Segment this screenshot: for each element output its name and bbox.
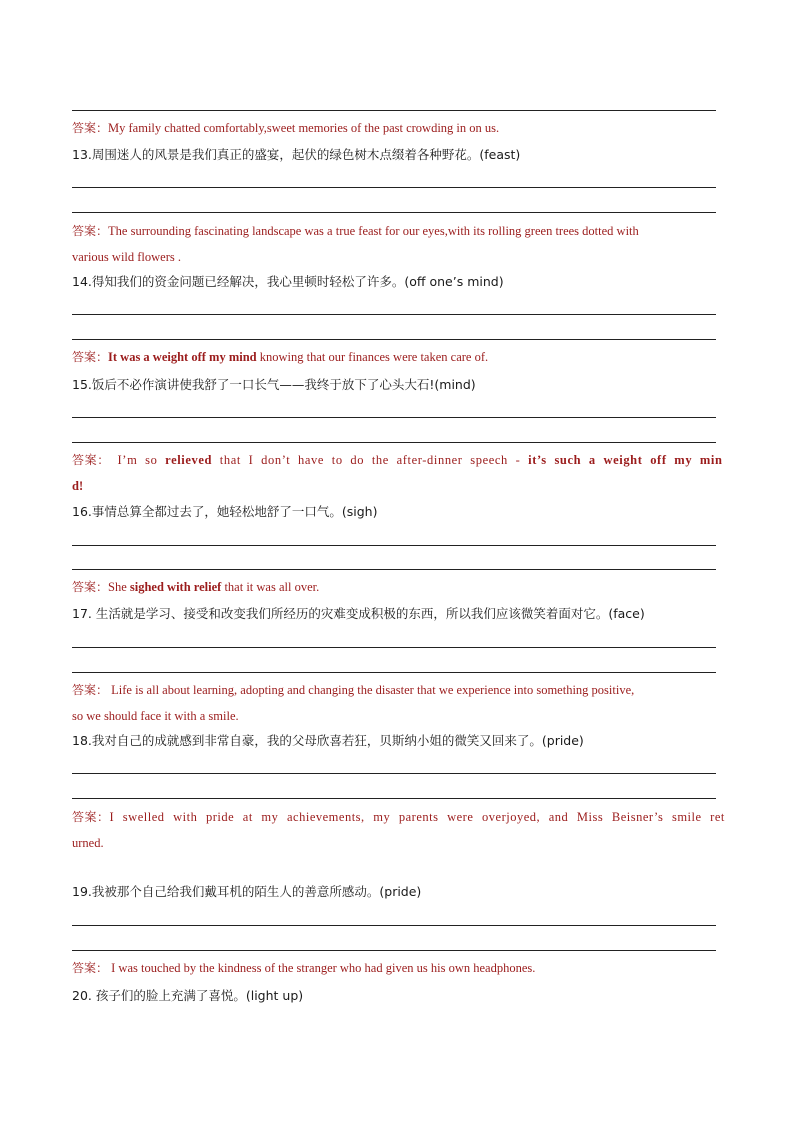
answer-writing-line <box>72 212 716 213</box>
answer-text: various wild flowers . <box>72 250 182 264</box>
question-13 <box>72 146 722 164</box>
answer-label: 答案： <box>72 580 109 594</box>
question-text: 19.我被那个自己给我们戴耳机的陌生人的善意所感动。(pride) <box>72 884 422 899</box>
answer-line <box>72 451 722 469</box>
question-14 <box>72 273 722 291</box>
answer-line <box>72 119 722 137</box>
answer-writing-line <box>72 773 716 774</box>
question-text: 14.得知我们的资金问题已经解决，我心里顿时轻松了许多。(off one’s mind) <box>72 274 504 289</box>
question-text: 20. 孩子们的脸上充满了喜悦。(light up) <box>72 988 304 1003</box>
answer-label: 答案： <box>72 121 109 135</box>
worksheet-page <box>72 0 725 1123</box>
question-16 <box>72 503 722 521</box>
answer-highlight: d! <box>72 479 84 493</box>
answer-line <box>72 222 722 240</box>
answer-label: 答案： <box>72 810 110 824</box>
answer-highlight: relieved <box>165 453 213 467</box>
answer-text: I swelled with pride at my achievements, my parents were overjoyed, and Miss Beisner’s smile ret <box>109 810 725 824</box>
answer-text: The surrounding fascinating landscape was a true feast for our eyes,with its rolling green trees dotted with <box>108 224 639 238</box>
answer-writing-line <box>72 672 716 673</box>
answer-writing-line <box>72 314 716 315</box>
answer-text: She <box>108 580 130 594</box>
answer-line-continued <box>72 707 722 725</box>
answer-label: 答案： <box>72 961 109 975</box>
answer-text: that I don’t have to do the after-dinner speech - <box>212 453 529 467</box>
answer-writing-line <box>72 950 716 951</box>
answer-writing-line <box>72 798 716 799</box>
question-17 <box>72 605 722 623</box>
answer-text: I’m so <box>109 453 166 467</box>
question-text: 15.饭后不必作演讲使我舒了一口长气——我终于放下了心头大石!(mind) <box>72 377 476 392</box>
answer-line-continued <box>72 248 722 266</box>
question-15 <box>72 376 722 394</box>
answer-line-continued <box>72 834 722 852</box>
answer-text: I was touched by the kindness of the stranger who had given us his own headphones. <box>108 961 536 975</box>
answer-writing-line <box>72 925 716 926</box>
answer-text: Life is all about learning, adopting and changing the disaster that we experience into something positive, <box>108 683 635 697</box>
answer-text: that it was all over. <box>221 580 320 594</box>
answer-writing-line <box>72 110 716 111</box>
answer-line <box>72 578 722 596</box>
answer-highlight: sighed with relief <box>129 580 222 594</box>
answer-line-continued <box>72 477 722 495</box>
question-18 <box>72 732 722 750</box>
answer-line <box>72 681 722 699</box>
answer-writing-line <box>72 187 716 188</box>
answer-writing-line <box>72 339 716 340</box>
question-text: 16.事情总算全都过去了，她轻松地舒了一口气。(sigh) <box>72 504 378 519</box>
answer-text: urned. <box>72 836 104 850</box>
answer-line <box>72 808 725 826</box>
question-text: 13.周围迷人的风景是我们真正的盛宴，起伏的绿色树木点缀着各种野花。(feast) <box>72 147 521 162</box>
question-text: 17. 生活就是学习、接受和改变我们所经历的灾难变成积极的东西，所以我们应该微笑着面对它。(face) <box>72 606 645 621</box>
question-19 <box>72 883 722 901</box>
answer-writing-line <box>72 569 716 570</box>
question-20 <box>72 987 722 1005</box>
answer-writing-line <box>72 545 716 546</box>
answer-highlight: it’s such a weight off my min <box>528 453 723 467</box>
question-text: 18.我对自己的成就感到非常自豪，我的父母欣喜若狂，贝斯纳小姐的微笑又回来了。(pride) <box>72 733 584 748</box>
answer-text: My family chatted comfortably,sweet memories of the past crowding in on us. <box>108 121 500 135</box>
answer-label: 答案： <box>72 350 109 364</box>
answer-writing-line <box>72 417 716 418</box>
answer-label: 答案： <box>72 683 109 697</box>
answer-line <box>72 959 722 977</box>
answer-writing-line <box>72 647 716 648</box>
answer-label: 答案： <box>72 453 110 467</box>
answer-highlight: It was a weight off my mind <box>108 350 257 364</box>
answer-label: 答案： <box>72 224 109 238</box>
answer-text: so we should face it with a smile. <box>72 709 239 723</box>
answer-writing-line <box>72 442 716 443</box>
answer-text: knowing that our finances were taken care of. <box>256 350 489 364</box>
answer-line <box>72 348 722 366</box>
